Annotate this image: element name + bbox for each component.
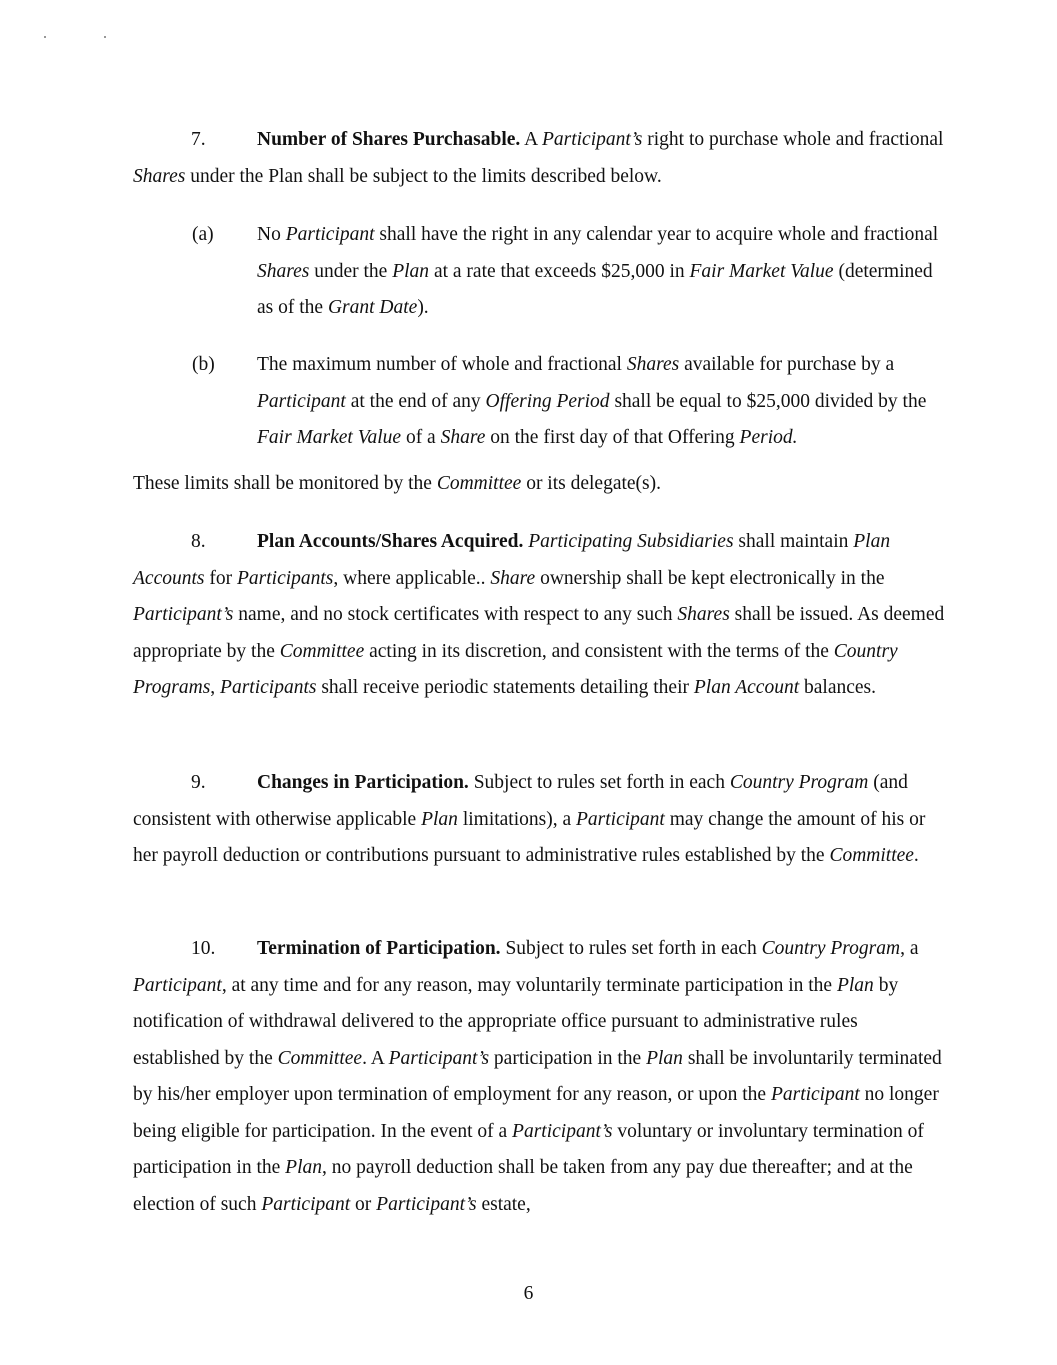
defined-term: Share [440, 427, 486, 448]
section-7 [133, 122, 945, 195]
section-10 [133, 931, 945, 1223]
defined-term: Plan [392, 260, 430, 282]
defined-term: Participant [285, 224, 375, 245]
defined-term: Plan [646, 1047, 683, 1069]
defined-term: Committee [277, 1047, 363, 1069]
list-item-text [257, 217, 947, 327]
body-text: participation in the [489, 1047, 647, 1069]
body-text: voluntary or involuntary termination of participation in the [133, 1120, 924, 1178]
body-text: under the Plan shall be subject to the limits described below. [185, 165, 662, 187]
body-text: shall be issued. As deemed appropriate by the [133, 604, 945, 662]
body-text: shall receive periodic statements detailing their [316, 677, 694, 698]
defined-term: Share [490, 567, 536, 589]
body-text: ). [417, 297, 429, 318]
body-text: or [350, 1193, 377, 1215]
scan-speck [44, 36, 46, 38]
body-text: estate, [476, 1193, 531, 1215]
body-text: name, and no stock certificates with respect to any such [233, 604, 678, 625]
body-text: ownership shall be kept electronically in the [535, 567, 885, 589]
body-text: . [913, 845, 919, 866]
body-text: Subject to rules set forth in each [468, 772, 730, 793]
body-text: at the end of any [345, 390, 486, 412]
defined-term: Participant’s [541, 129, 643, 150]
defined-term: Country Program [761, 938, 901, 959]
body-text: balances. [799, 677, 877, 698]
defined-term: Participants [236, 567, 334, 589]
defined-term: Participant [257, 390, 346, 412]
body-text: . A [362, 1047, 389, 1069]
section-heading: Number of Shares Purchasable. [257, 129, 521, 150]
defined-term: Participant [261, 1193, 351, 1215]
body-text: , [210, 677, 221, 698]
section-9 [133, 765, 945, 875]
defined-term: Committee [436, 473, 522, 494]
defined-term: Participant’s [388, 1047, 490, 1069]
body-text: shall maintain [733, 531, 854, 552]
defined-term: Plan [836, 974, 874, 996]
body-text: shall have the right in any calendar year to acquire whole and fractional [374, 224, 939, 245]
defined-term: Committee [829, 845, 914, 866]
body-text: or its delegate(s). [521, 473, 662, 494]
body-text: right to purchase whole and fractional [642, 129, 944, 150]
body-text: limitations), a [457, 808, 577, 830]
list-item-label: (a) [192, 224, 214, 245]
defined-term: Plan Account [693, 677, 800, 698]
defined-term: Plan [421, 808, 458, 830]
body-text: (determined as of the [257, 260, 933, 318]
defined-term: Participant’s [376, 1193, 477, 1215]
body-text: These limits shall be monitored by the [133, 473, 437, 494]
body-text: by notification of withdrawal delivered to the appropriate office pursuant to administrative rules established by the [133, 974, 899, 1069]
section-8 [133, 524, 945, 707]
scan-speck [104, 36, 106, 38]
section-heading: Changes in Participation. [257, 772, 469, 793]
defined-term: Shares [626, 354, 680, 375]
body-text: at a rate that exceeds $25,000 in [429, 260, 690, 282]
defined-term: Participant [770, 1084, 860, 1105]
body-text: (and consistent with otherwise applicable [133, 772, 908, 830]
defined-term: Fair Market Value [689, 260, 834, 282]
defined-term: Participants [220, 677, 317, 698]
defined-term: Participant [133, 974, 222, 996]
body-text: A [520, 129, 542, 150]
body-text: , at any time and for any reason, may voluntarily terminate participation in the [221, 974, 837, 996]
body-text: no longer being eligible for participation. In the event of a [133, 1084, 939, 1142]
list-item-label: (b) [192, 354, 215, 375]
body-text: No [257, 224, 286, 245]
defined-term: Plan [285, 1157, 323, 1178]
list-item-text [257, 347, 947, 457]
body-text: for [204, 567, 237, 589]
defined-term: Shares [133, 165, 186, 187]
section-number: 9. [191, 772, 206, 793]
body-text: acting in its discretion, and consistent with the terms of the [364, 640, 834, 662]
body-text: The maximum number of whole and fractional [257, 354, 627, 375]
section-number: 7. [191, 129, 206, 150]
limits-note [133, 466, 945, 503]
page-number: 6 [523, 1283, 534, 1304]
section-heading: Plan Accounts/Shares Acquired. [257, 531, 524, 552]
defined-term: Country Program [729, 772, 869, 793]
section-number: 8. [191, 531, 206, 552]
defined-term: Participant’s [133, 604, 234, 625]
defined-term: Participating Subsidiaries [528, 531, 734, 552]
body-text: shall be involuntarily terminated by his/her employer upon termination of employment for any reason, or upon the [133, 1047, 942, 1105]
body-text: shall be equal to $25,000 divided by the [609, 390, 927, 412]
body-text: available for purchase by a [679, 354, 895, 375]
defined-term: Country Programs [133, 640, 898, 698]
defined-term: Offering Period [485, 390, 610, 412]
section-number: 10. [191, 938, 216, 959]
defined-term: Period. [739, 427, 798, 448]
defined-term: Grant Date [327, 297, 418, 318]
body-text: , a [900, 938, 919, 959]
defined-term: Participant [576, 808, 665, 830]
defined-term: Fair Market Value [257, 427, 402, 448]
body-text: may change the amount of his or her payroll deduction or contributions pursuant to administrative rules established by the [133, 808, 926, 866]
defined-term: Committee [279, 640, 365, 662]
section-heading: Termination of Participation. [257, 938, 501, 959]
body-text: , where applicable.. [333, 567, 491, 589]
body-text: on the first day of that Offering [485, 427, 740, 448]
defined-term: Shares [677, 604, 730, 625]
body-text: under the [309, 260, 393, 282]
body-text: , no payroll deduction shall be taken from any pay due thereafter; and at the election of such [133, 1157, 913, 1215]
defined-term: Shares [257, 260, 310, 282]
body-text: Subject to rules set forth in each [500, 938, 762, 959]
defined-term: Plan Accounts [133, 531, 891, 589]
defined-term: Participant’s [512, 1120, 613, 1142]
body-text: of a [401, 427, 441, 448]
